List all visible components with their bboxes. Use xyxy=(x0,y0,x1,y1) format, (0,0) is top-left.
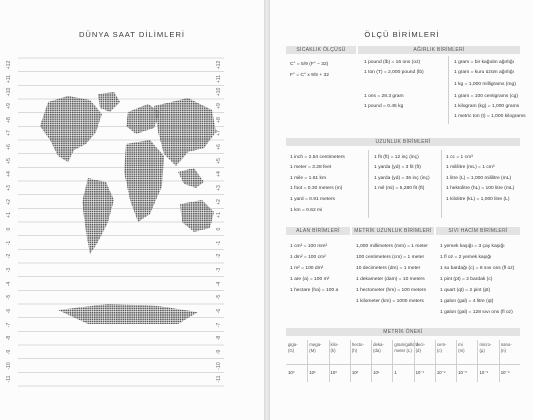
liquid-row: 1 quart (qt) = 2 pint (pt) xyxy=(440,288,491,293)
timezone-label: +2 xyxy=(6,198,12,205)
prefix-value: 1 xyxy=(394,370,397,375)
area-header: ALAN BİRİMLERİ xyxy=(286,227,350,235)
world-map xyxy=(28,92,218,332)
timezone-label: -7 xyxy=(216,322,222,327)
weight-row: 1 gram = bir kağıdın ağırlığı xyxy=(454,60,514,65)
timezone-label: +2 xyxy=(216,198,222,205)
timezone-label: +8 xyxy=(6,116,12,123)
length-row: 1 yard = 0.91 meters xyxy=(290,197,335,202)
timezone-label: +5 xyxy=(6,157,12,164)
liquid-row: 1 fl oz = 2 yemek kaşığı xyxy=(440,255,492,260)
length-row: 1 meter = 3.28 feet xyxy=(290,165,332,170)
area-row: 1 are (a) = 100 m² xyxy=(290,277,330,282)
timezone-label: -10 xyxy=(6,361,12,370)
prefix-name: gram/gallon/ meter (L) xyxy=(394,342,419,353)
metric-length-row: 100 centimeters (cm) = 1 meter xyxy=(356,255,425,260)
prefix-value: 10⁻³ xyxy=(458,370,467,375)
prefix-name: kilo- (k) xyxy=(330,342,339,353)
timezone-label: +9 xyxy=(216,102,222,109)
timezone-label: +8 xyxy=(216,116,222,123)
prefix-value: 10⁻² xyxy=(436,370,446,375)
antarctica-shape xyxy=(58,304,198,324)
metric-length-row: 1 kilometer (km) = 1000 meters xyxy=(356,299,424,304)
length-row: 1 mil (mi) = 5,280 fit (ft) xyxy=(374,186,425,191)
timezone-label: +3 xyxy=(216,184,222,191)
timezone-label: +7 xyxy=(216,130,222,137)
greenland-shape xyxy=(98,92,120,112)
liquid-row: 1 su bardağı (c) = 8 sıvı ons (fl oz) xyxy=(440,266,515,271)
column-divider xyxy=(350,340,351,382)
length-row: 1 mile = 1.61 km xyxy=(290,176,327,181)
timezone-label: -10 xyxy=(216,361,222,370)
timezone-label: -11 xyxy=(216,375,222,383)
length-row: 1 litre (L) = 1,000 mililitre (mL) xyxy=(446,176,512,181)
weight-row: 1 gram = 100 centigrams (cg) xyxy=(454,94,519,99)
timezone-label: +5 xyxy=(216,157,222,164)
area-row: 1 cm² = 100 mm² xyxy=(290,244,328,249)
timezone-label: -9 xyxy=(216,349,222,355)
timezone-label: 0 xyxy=(216,227,222,231)
column-divider xyxy=(499,340,500,382)
timezone-label: -2 xyxy=(216,253,222,259)
timezone-label: -5 xyxy=(216,294,222,300)
weight-row: 1 pound (lb) = 16 ons (oz) xyxy=(364,60,421,65)
column-divider xyxy=(371,340,372,382)
liquid-row: 1 pint (pt) = 2 bardak (c) xyxy=(440,277,493,282)
africa-shape xyxy=(124,140,164,222)
liquid-row: 1 yemek kaşığı = 3 çay kaşığı xyxy=(440,244,505,249)
column-divider xyxy=(477,340,478,382)
weight-row: 1 kilogram (kg) = 1,000 grams xyxy=(454,104,520,109)
timezone-label: -4 xyxy=(216,281,222,286)
timezone-label: -9 xyxy=(6,349,12,355)
timezone-label: +12 xyxy=(6,60,12,70)
column-divider xyxy=(307,340,308,382)
timezone-label: +11 xyxy=(6,74,12,83)
area-row: 1 m² = 100 dm² xyxy=(290,266,324,271)
length-row: 1 cc = 1 cm³ xyxy=(446,155,473,160)
timezone-label: +10 xyxy=(216,87,222,97)
prefix-name: deka- (da) xyxy=(373,342,384,353)
prefix-name: deci- (d) xyxy=(415,342,425,353)
timezone-label: -2 xyxy=(6,253,12,259)
weight-row: 1 metric ton (t) = 1,000 kilograms xyxy=(454,114,526,119)
length-row: 1 fit (ft) = 12 inç (inç) xyxy=(374,155,419,160)
timezone-label: +1 xyxy=(6,212,12,219)
timezone-label: +9 xyxy=(6,102,12,109)
timezone-label: +11 xyxy=(216,74,222,83)
timezone-label: +10 xyxy=(6,87,12,97)
weight-row: 1 pound = 0.45 kg xyxy=(364,104,404,109)
prefix-name: hecto- (h) xyxy=(351,342,364,353)
timezone-label: +3 xyxy=(6,184,12,191)
temperature-row: F° = C° x 9/5 + 32 xyxy=(290,73,329,78)
length-row: 1 inch = 2.54 centimeters xyxy=(290,155,345,160)
prefix-value: 10⁻¹ xyxy=(415,370,425,375)
prefix-value: 10² xyxy=(351,370,359,375)
timezone-label: -8 xyxy=(216,335,222,341)
column-divider xyxy=(448,56,449,124)
length-header: UZUNLUK BİRİMLERİ xyxy=(286,138,520,146)
prefix-value: 10⁹ xyxy=(288,370,295,375)
column-divider xyxy=(435,340,436,382)
weight-row: 1 kg = 1,000 milligrams (mg) xyxy=(454,82,516,87)
timezone-label: -1 xyxy=(216,240,222,245)
timezone-label: 0 xyxy=(6,227,12,231)
page-title: ÖLÇÜ BİRİMLERİ xyxy=(364,30,440,39)
timezone-label: -4 xyxy=(6,281,12,286)
liquid-row: 1 galon (gal) = 128 sıvı ons (fl oz) xyxy=(440,310,513,315)
timezone-label: -6 xyxy=(6,308,12,314)
timezone-label: -7 xyxy=(6,322,12,327)
prefix-name: mega- (M) xyxy=(309,342,322,353)
prefix-value: 10¹ xyxy=(373,370,380,375)
prefix-header: METRİK ÖNEKİ xyxy=(286,328,520,336)
metric-length-row: 1 hectometer (hm) = 100 meters xyxy=(356,288,426,293)
australia-shape xyxy=(180,200,214,232)
area-row: 1 hectare (ha) = 100 a xyxy=(290,288,339,293)
column-divider xyxy=(441,150,442,218)
row-divider xyxy=(286,364,520,365)
page-title: DÜNYA SAAT DİLİMLERİ xyxy=(78,30,186,39)
timezone-label: -5 xyxy=(6,294,12,300)
liquid-header: SIVI HACİM BİRİMLERİ xyxy=(436,227,520,235)
prefix-value: 10⁶ xyxy=(309,370,316,375)
timezone-label: -3 xyxy=(6,267,12,273)
prefix-name: cem- (c) xyxy=(436,342,447,353)
length-row: 1 km = 0.62 mi xyxy=(290,208,323,213)
prefix-name: micro- (µ) xyxy=(479,342,492,353)
liquid-row: 1 galon (gal) = 4 litre (qt) xyxy=(440,299,494,304)
prefix-name: giga- (G) xyxy=(288,342,298,353)
prefix-value: 10³ xyxy=(330,370,337,375)
weight-row: 1 ton (T) = 2,000 pound (lb) xyxy=(364,70,424,75)
south-america-shape xyxy=(82,178,114,254)
timezone-label: +1 xyxy=(216,212,222,219)
weight-header: AĞIRLIK BİRİMLERİ xyxy=(358,46,520,54)
column-divider xyxy=(329,340,330,382)
timezone-label: +7 xyxy=(6,130,12,137)
prefix-name: nano- (n) xyxy=(500,342,512,353)
metric-length-header: METRİK UZUNLUK BİRİMLERİ xyxy=(352,227,434,235)
area-row: 1 dm² = 100 cm² xyxy=(290,255,326,260)
metric-length-row: 1,000 millimeters (mm) = 1 meter xyxy=(356,244,428,249)
temperature-header: SICAKLIK ÖLÇÜSÜ xyxy=(286,46,356,54)
length-row: 1 mililitre (mL) = 1 cm³ xyxy=(446,165,495,170)
column-divider xyxy=(368,150,369,218)
timezone-label: -11 xyxy=(6,375,12,383)
metric-length-row: 1 dekameter (dam) = 10 meters xyxy=(356,277,425,282)
prefix-name: mi (m) xyxy=(458,342,465,353)
timezone-label: +12 xyxy=(216,60,222,70)
timezone-label: -6 xyxy=(216,308,222,314)
left-page xyxy=(0,0,264,420)
weight-row: 1 ons = 28.3 gram xyxy=(364,94,404,99)
prefix-value: 10⁻⁶ xyxy=(479,370,489,375)
column-divider xyxy=(414,340,415,382)
southeast-asia-shape xyxy=(178,168,204,188)
timezone-label: +4 xyxy=(216,171,222,178)
north-america-shape xyxy=(40,96,102,162)
length-row: 1 yarda (yd) = 3 fit (ft) xyxy=(374,165,421,170)
length-row: 1 yarda (yd) = 36 inç (inç) xyxy=(374,176,430,181)
temperature-row: C° = 5/9 (F° – 32) xyxy=(290,62,329,67)
column-divider xyxy=(456,340,457,382)
timezone-label: -8 xyxy=(6,335,12,341)
prefix-value: 10⁻⁹ xyxy=(500,370,510,375)
timezone-label: +4 xyxy=(6,171,12,178)
length-row: 1 hektolitre (hL) = 100 litre (mL) xyxy=(446,186,515,191)
timezone-label: -3 xyxy=(216,267,222,273)
metric-length-row: 10 decimeters (dm) = 1 meter xyxy=(356,266,421,271)
timezone-label: +6 xyxy=(216,143,222,150)
length-row: 1 kilolitre (kL) = 1,000 litre (L) xyxy=(446,197,510,202)
length-row: 1 foot = 0.30 meters (m) xyxy=(290,186,343,191)
column-divider xyxy=(392,340,393,382)
right-page xyxy=(270,0,534,420)
weight-row: 1 gram = kuru üzüm ağırlığı xyxy=(454,70,514,75)
timezone-label: +6 xyxy=(6,143,12,150)
timezone-label: -1 xyxy=(6,240,12,245)
